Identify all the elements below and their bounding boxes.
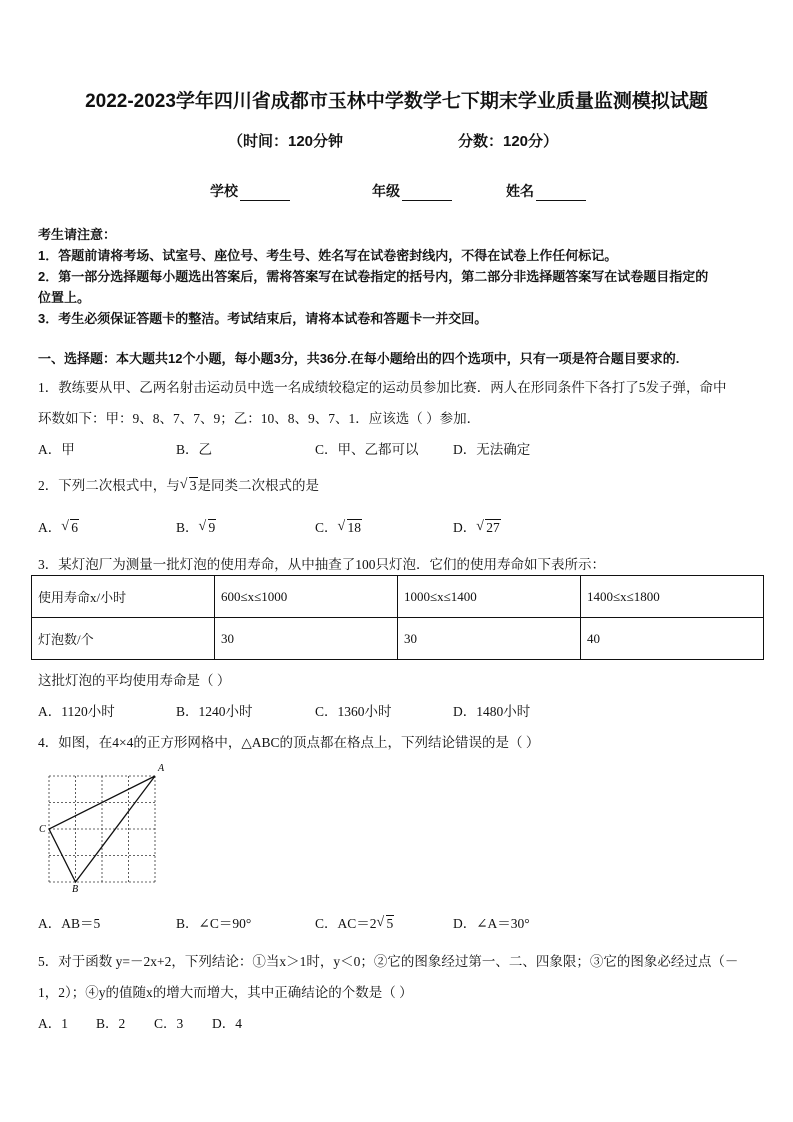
table-row (32, 618, 764, 660)
name-blank (536, 186, 586, 201)
q2-option-a: A．√ 6 (38, 516, 79, 536)
q3-option-b: B．1240小时 (176, 704, 253, 719)
q5-stem: 1，2）；④y的值随x的增大而增大，其中正确结论的个数是（ ） (38, 985, 413, 1000)
q1-option-c: C．甲、乙都可以 (315, 442, 419, 457)
q5-option-b: B．2 (96, 1016, 126, 1031)
section-heading: 一、选择题：本大题共12个小题，每小题3分，共36分.在每小题给出的四个选项中，只有一项是符合题目要求的. (38, 351, 680, 366)
exam-score: 分数：120分） (458, 133, 559, 150)
q5-option-d: D．4 (212, 1016, 242, 1031)
table-cell: 600≤x≤1000 (215, 576, 398, 618)
grade-label: 年级 (372, 183, 400, 199)
q4-option-c: C．AC＝2√ 5 (315, 912, 394, 932)
grade-blank (402, 186, 452, 201)
q1-option-d: D．无法确定 (453, 442, 531, 457)
q3-stem: 3．某灯泡厂为测量一批灯泡的使用寿命，从中抽查了100只灯泡．它们的使用寿命如下表所示： (38, 557, 605, 572)
q1-stem: 1．教练要从甲、乙两名射击运动员中选一名成绩较稳定的运动员参加比赛．两人在形同条件下各打了5发子弹，命中 (38, 380, 727, 395)
table-cell: 1400≤x≤1800 (581, 576, 764, 618)
q1-option-b: B．乙 (176, 442, 213, 457)
notice-item: 1．答题前请将考场、试室号、座位号、考生号、姓名写在试卷密封线内，不得在试卷上作任何标记。 (38, 248, 618, 263)
table-cell: 1000≤x≤1400 (398, 576, 581, 618)
q5-option-a: A．1 (38, 1016, 68, 1031)
q2-option-b: B．√ 9 (176, 516, 216, 536)
school-blank (240, 186, 290, 201)
q2-option-d: D．√ 27 (453, 516, 501, 536)
q2-option-c: C．√ 18 (315, 516, 362, 536)
q1-stem: 环数如下：甲：9、8、7、7、9；乙：10、8、9、7、1．应该选（ ）参加． (38, 411, 481, 426)
q4-stem: 4．如图，在4×4的正方形网格中，△ABC的顶点都在格点上，下列结论错误的是（ ） (38, 735, 540, 750)
table-cell: 使用寿命x/小时 (32, 576, 215, 618)
page-title: 2022-2023学年四川省成都市玉林中学数学七下期末学业质量监测模拟试题 (85, 91, 708, 112)
table-cell: 灯泡数/个 (32, 618, 215, 660)
notice-heading: 考生请注意： (38, 227, 117, 242)
table-row (32, 576, 764, 618)
table-cell: 40 (581, 618, 764, 660)
q4-option-a: A．AB＝5 (38, 916, 101, 931)
exam-time: （时间：120分钟 (228, 133, 344, 150)
table-cell: 30 (215, 618, 398, 660)
notice-item: 位置上。 (38, 290, 91, 305)
name-label: 姓名 (506, 183, 534, 199)
school-field (210, 181, 290, 201)
q2-stem-before: 2．下列二次根式中，与 (38, 478, 180, 493)
grid-triangle-figure (36, 758, 171, 894)
notice-item: 2．第一部分选择题每小题选出答案后，需将答案写在试卷指定的括号内，第二部分非选择题答案写在试卷题目指定的 (38, 269, 709, 284)
q2-stem (38, 474, 319, 494)
school-label: 学校 (210, 183, 238, 199)
q5-option-c: C．3 (154, 1016, 184, 1031)
q3-option-a: A．1120小时 (38, 704, 115, 719)
vertex-c-label: C (39, 824, 46, 835)
notice-item: 3．考生必须保证答题卡的整洁。考试结束后，请将本试卷和答题卡一并交回。 (38, 311, 488, 326)
q3-option-d: D．1480小时 (453, 704, 531, 719)
vertex-b-label: B (72, 884, 79, 894)
q3-question: 这批灯泡的平均使用寿命是（ ） (38, 673, 231, 688)
table-cell: 30 (398, 618, 581, 660)
lifespan-table (31, 575, 764, 660)
grid-lines (49, 776, 155, 882)
vertex-a-label: A (158, 763, 165, 774)
q1-option-a: A．甲 (38, 442, 75, 457)
q2-stem-after: 是同类二次根式的是 (197, 478, 319, 493)
grade-field (372, 181, 452, 201)
name-field (506, 181, 586, 201)
q4-option-d: D．∠A＝30° (453, 916, 530, 931)
q5-stem: 5．对于函数 y=－2x+2，下列结论：①当x＞1时，y＜0；②它的图象经过第一、二、四象限；③它的图象必经过点（－ (38, 954, 739, 969)
q3-option-c: C．1360小时 (315, 704, 392, 719)
q4-option-b: B．∠C＝90° (176, 916, 252, 931)
sqrt-3: √ 3 (180, 478, 198, 494)
